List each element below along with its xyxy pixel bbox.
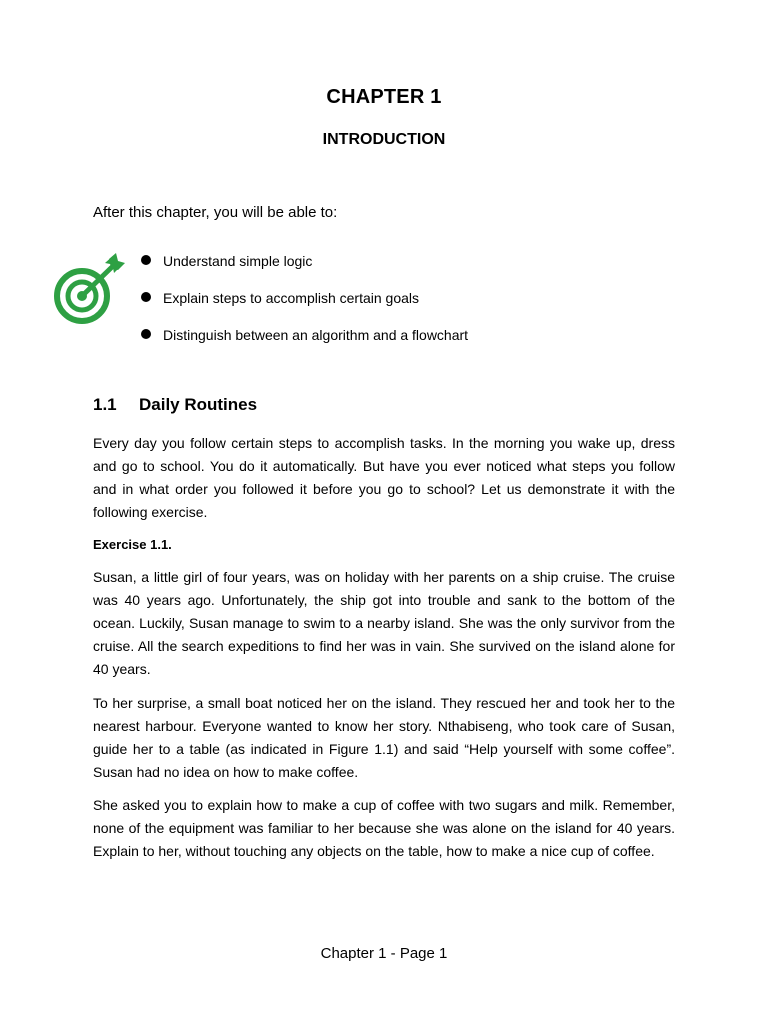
page-footer: Chapter 1 - Page 1 bbox=[320, 945, 448, 962]
list-item bbox=[138, 250, 468, 287]
bullet-icon bbox=[141, 329, 151, 339]
section-heading bbox=[93, 395, 257, 415]
list-item bbox=[138, 324, 468, 361]
target-arrow-icon bbox=[52, 253, 127, 325]
chapter-title: CHAPTER 1 bbox=[326, 86, 442, 108]
chapter-subtitle: INTRODUCTION bbox=[322, 131, 446, 148]
bullet-icon bbox=[141, 292, 151, 302]
section-title: Daily Routines bbox=[139, 395, 258, 414]
objective-text: Explain steps to accomplish certain goals bbox=[163, 290, 420, 306]
objective-text: Distinguish between an algorithm and a flowchart bbox=[163, 327, 469, 343]
objectives-list bbox=[138, 250, 468, 361]
list-item bbox=[138, 287, 468, 324]
exercise-label: Exercise 1.1. bbox=[93, 537, 172, 552]
paragraph-task: She asked you to explain how to make a cup of coffee with two sugars and milk. Remember, none of the equipment was familiar to her because she was alone on the island for 40 years. Explain to her, without touching any objects on the table, how to make a nice cup of coffee. bbox=[93, 797, 675, 859]
paragraph-susan-story: Susan, a little girl of four years, was on holiday with her parents on a ship cruise. The cruise was 40 years ago. Unfortunately, the ship got into trouble and sank to the bottom of the ocean. Luckily, Susan manage to swim to a nearby island. She was the only survivor from the cruise. All the search expeditions to find her was in vain. She survived on the island alone for 40 years. bbox=[93, 569, 675, 677]
objective-text: Understand simple logic bbox=[163, 253, 313, 269]
section-number: 1.1 bbox=[93, 395, 117, 414]
bullet-icon bbox=[141, 255, 151, 265]
intro-text: After this chapter, you will be able to: bbox=[93, 204, 338, 221]
paragraph-rescue: To her surprise, a small boat noticed her on the island. They rescued her and took her to the nearest harbour. Everyone wanted to know her story. Nthabiseng, who took care of Susan, guide her to a table (as indicated in Figure 1.1) and said “Help yourself with some coffee”. Susan had no idea on how to make coffee. bbox=[93, 695, 675, 780]
paragraph-intro: Every day you follow certain steps to accomplish tasks. In the morning you wake up, dress and go to school. You do it automatically. But have you ever noticed what steps you follow and in what order you followed it before you go to school? Let us demonstrate it with the following exercise. bbox=[93, 435, 675, 520]
